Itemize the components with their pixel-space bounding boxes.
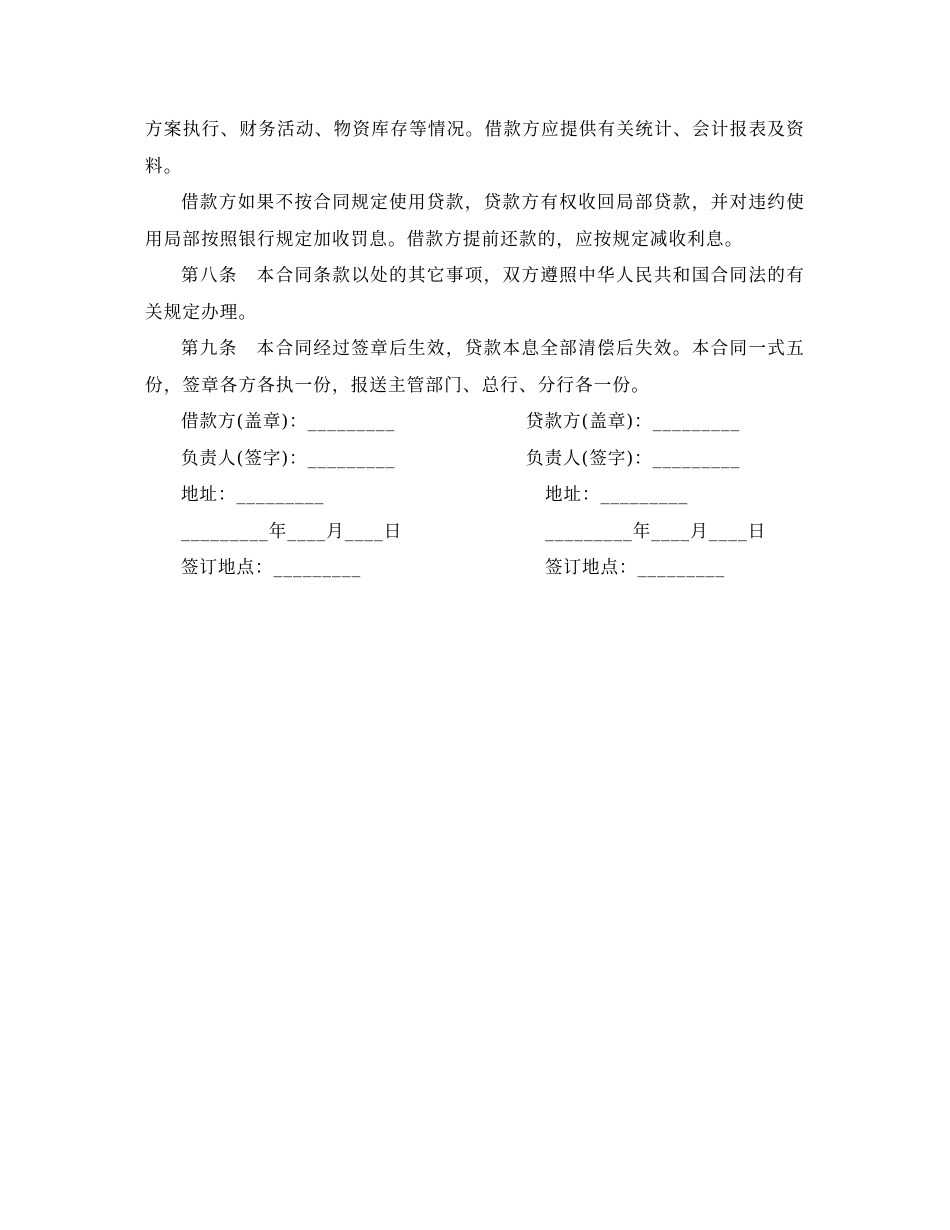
borrower-date-field: _________年____月____日 <box>181 521 403 542</box>
signature-row-person <box>0 441 950 478</box>
signature-row-party <box>0 404 950 441</box>
borrower-place-field: 签订地点：_________ <box>181 558 362 578</box>
signature-row-place <box>0 550 950 587</box>
paragraph-continuation: 方案执行、财务活动、物资库存等情况。借款方应提供有关统计、会计报表及资料。 <box>145 120 805 177</box>
signature-row-date <box>0 514 950 551</box>
lender-signatory-field: 负责人(签字)：_________ <box>526 448 741 469</box>
lender-address-field: 地址：_________ <box>545 485 689 505</box>
contract-body <box>145 112 805 404</box>
signature-block <box>0 404 950 587</box>
borrower-seal-field: 借款方(盖章)：_________ <box>181 412 396 432</box>
lender-place-field: 签订地点：_________ <box>545 558 726 578</box>
lender-date-field: _________年____月____日 <box>545 521 767 542</box>
article-eight: 第八条 本合同条款以处的其它事项，双方遵照中华人民共和国合同法的有关规定办理。 <box>145 266 805 323</box>
borrower-signatory-field: 负责人(签字)：_________ <box>181 448 396 469</box>
signature-row-address <box>0 477 950 514</box>
article-nine: 第九条 本合同经过签章后生效，贷款本息全部清偿后失效。本合同一式五份，签章各方各执一份，报送主管部门、总行、分行各一份。 <box>145 339 805 396</box>
lender-seal-field: 贷款方(盖章)：_________ <box>526 412 741 432</box>
paragraph-misuse-penalty: 借款方如果不按合同规定使用贷款，贷款方有权收回局部贷款，并对违约使用局部按照银行规定加收罚息。借款方提前还款的，应按规定减收利息。 <box>145 193 805 250</box>
borrower-address-field: 地址：_________ <box>181 485 325 505</box>
